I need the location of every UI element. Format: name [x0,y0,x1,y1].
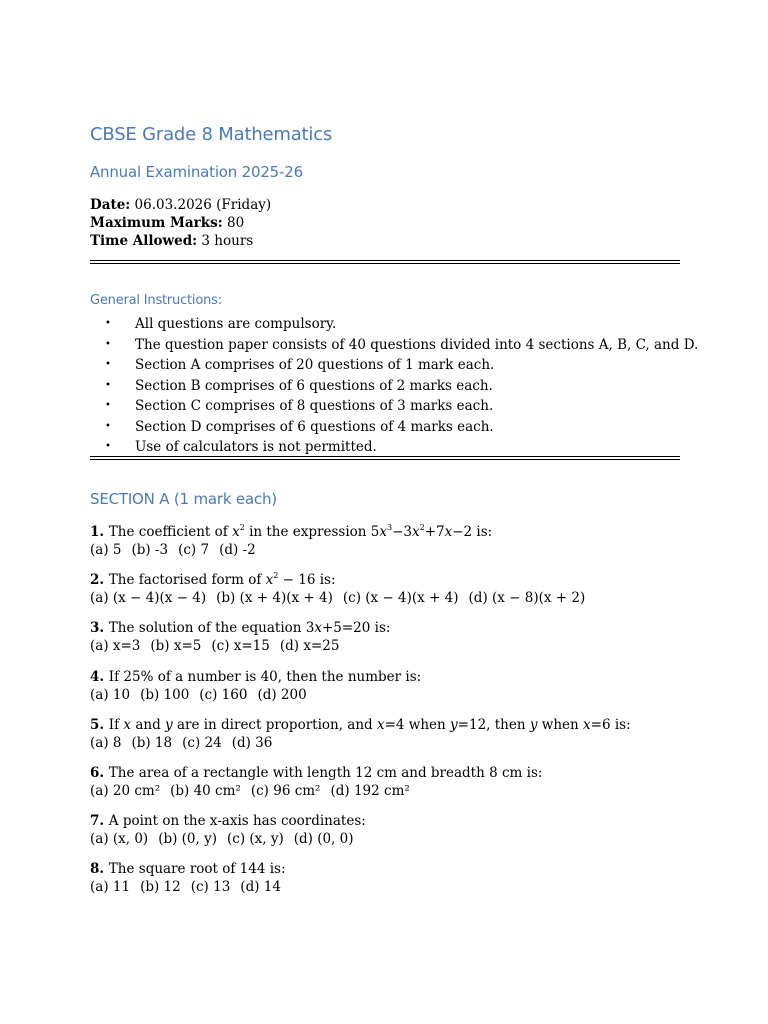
instruction-item [90,355,698,376]
option-b: (b) 100 [140,686,190,703]
option-d: (d) x=25 [279,638,340,655]
option-a: (a) (x, 0) [90,831,149,848]
option-a: (a) x=3 [90,638,141,655]
question-stem [90,716,680,734]
instruction-item [90,417,698,438]
instruction-text: The question paper consists of 40 questions divided into 4 sections A, B, C, and D. [135,336,699,353]
instruction-text: Section A comprises of 20 questions of 1 mark each. [135,357,495,373]
question-text: A point on the x-axis has coordinates: [108,813,366,830]
option-d: (d) 14 [240,879,281,896]
question-stem [90,812,680,830]
double-rule-top [90,260,680,264]
option-c: (c) x=15 [211,638,270,655]
question-text: If 25% of a number is 40, then the number is: [108,668,422,685]
bullet-icon: • [105,318,111,329]
question-options [90,637,680,655]
time-label: Time Allowed: [90,233,198,249]
question-item [90,619,680,667]
instruction-text: Section C comprises of 8 questions of 3 marks each. [135,398,494,414]
option-c: (c) 160 [199,686,248,703]
option-a: (a) 5 [90,542,122,558]
option-d: (d) 36 [231,734,273,751]
instruction-text: Section D comprises of 6 questions of 4 marks each. [135,418,494,435]
option-b: (b) 18 [131,734,173,751]
instruction-item [90,335,698,356]
instruction-item [90,437,698,458]
question-stem [90,571,680,589]
question-stem [90,668,680,686]
bullet-icon: • [105,441,111,452]
question-options [90,830,680,848]
option-c: (c) 7 [178,542,210,558]
question-number: 2. [90,572,109,589]
question-text: The square root of 144 is: [108,861,286,878]
question-stem [90,523,680,541]
question-text: The coefficient of $x^2$ in the expression $5x^3-3x^2+7x-2$ is: [108,523,493,540]
question-item [90,812,680,860]
page-title: CBSE Grade 8 Mathematics [90,124,333,145]
option-c: (c) (x, y) [227,831,284,848]
instruction-item [90,314,698,335]
question-options [90,589,680,607]
section-a-title: SECTION A (1 mark each) [90,490,277,508]
option-c: (c) 24 [182,734,222,751]
option-d: (d) (x − 8)(x + 2) [468,590,586,607]
page-subtitle: Annual Examination 2025-26 [90,163,303,181]
question-options [90,541,680,559]
question-number: 7. [90,813,109,830]
instruction-text: All questions are compulsory. [135,316,337,332]
instruction-item [90,396,698,417]
option-d: (d) 192 cm² [330,782,410,799]
section-a-questions [90,523,680,909]
option-a: (a) 11 [90,879,131,896]
bullet-icon: • [105,359,111,370]
bullet-icon: • [105,400,111,411]
option-b: (b) (0, y) [158,831,218,848]
bullet-icon: • [105,338,111,350]
option-b: (b) (x + 4)(x + 4) [216,590,333,607]
question-number: 8. [90,861,109,878]
time-row [90,232,271,250]
instruction-item [90,376,698,397]
option-b: (b) 12 [140,879,181,896]
option-a: (a) (x − 4)(x − 4) [90,590,207,607]
question-text: The solution of the equation 3x+5=20 is: [108,620,391,637]
question-text: The factorised form of $x^2 - 16$ is: [108,571,336,589]
instructions-title: General Instructions: [90,293,222,308]
option-c: (c) 96 cm² [250,782,321,799]
question-stem [90,764,680,782]
option-d: (d) 200 [257,686,307,703]
option-a: (a) 10 [90,686,131,703]
question-stem [90,619,680,637]
question-text: The area of a rectangle with length 12 cm and breadth 8 cm is: [108,764,543,781]
bullet-icon: • [105,379,111,391]
question-number: 3. [90,620,109,637]
option-b: (b) -3 [131,542,169,558]
instruction-text: Section B comprises of 6 questions of 2 marks each. [135,377,493,394]
question-options [90,878,680,896]
marks-value: 80 [222,215,245,231]
question-options [90,686,680,704]
option-c: (c) 13 [190,879,231,896]
question-item [90,860,680,908]
question-item [90,523,680,571]
option-d: (d) (0, 0) [293,831,354,848]
instructions-list [90,314,698,458]
question-number: 4. [90,668,109,685]
marks-label: Maximum Marks: [90,215,223,231]
option-c: (c) (x − 4)(x + 4) [342,590,459,607]
option-b: (b) 40 cm² [170,782,241,799]
question-number: 5. [90,716,109,733]
date-value: 06.03.2026 (Friday) [130,197,272,213]
question-stem [90,860,680,878]
question-number: 1. [90,524,109,540]
question-item [90,764,680,812]
option-d: (d) -2 [219,542,256,558]
option-b: (b) x=5 [150,638,202,655]
question-text: If x and y are in direct proportion, and x=4 when y=12, then y when x=6 is: [108,716,631,733]
date-label: Date: [90,197,131,213]
question-options [90,734,680,752]
date-row [90,196,271,214]
question-item [90,716,680,764]
question-options [90,782,680,800]
question-item [90,571,680,619]
exam-meta [90,196,271,250]
option-a: (a) 20 cm² [90,782,161,799]
time-value: 3 hours [197,233,254,249]
marks-row [90,214,271,232]
option-a: (a) 8 [90,734,122,751]
bullet-icon: • [105,420,111,432]
question-number: 6. [90,764,109,781]
double-rule-bottom [90,456,680,460]
instruction-text: Use of calculators is not permitted. [135,439,377,455]
question-item [90,668,680,716]
